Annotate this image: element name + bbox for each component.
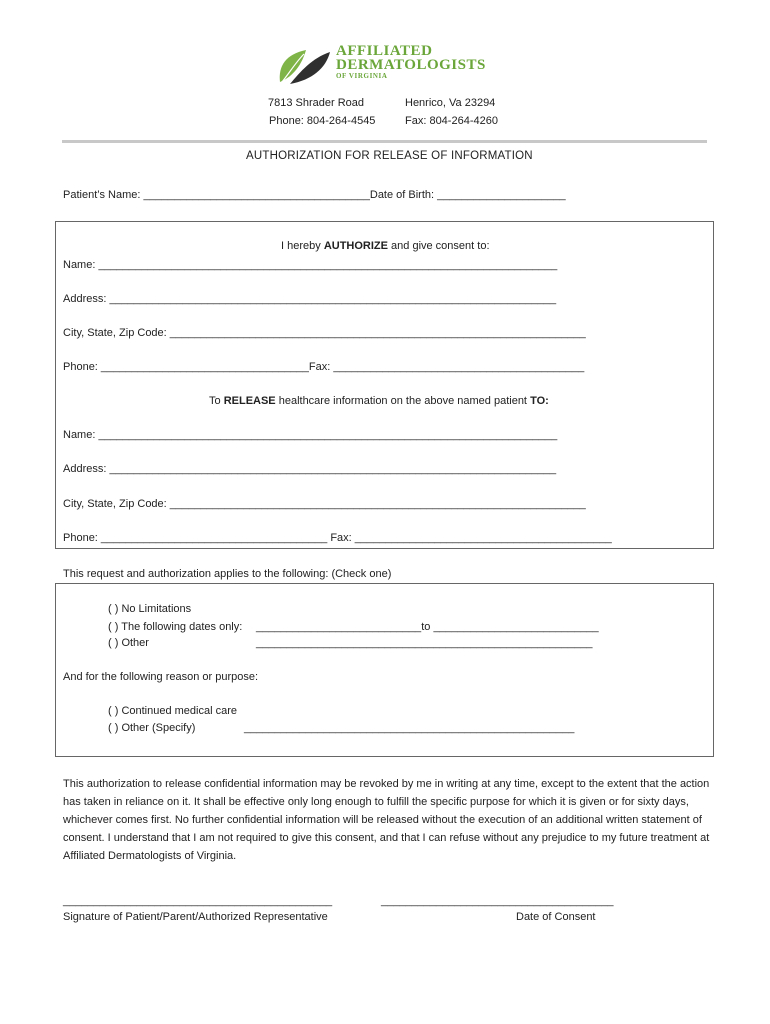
dates-to-field[interactable]: ___________________________	[433, 621, 599, 633]
address-phone: Phone: 804-264-4545	[269, 115, 376, 127]
patient-line	[63, 189, 566, 201]
release-bold: RELEASE	[223, 395, 276, 407]
option-other[interactable]: ( ) Other	[108, 637, 149, 649]
logo-line-1: AFFILIATED	[336, 43, 433, 59]
signature-field[interactable]: ____________________________________________	[63, 895, 333, 907]
authorize-city-field[interactable]: City, State, Zip Code: ____________________________________________________________________	[63, 327, 586, 339]
logo-line-3: OF VIRGINIA	[336, 72, 388, 80]
authorize-heading	[281, 240, 490, 252]
authorize-address-field[interactable]: Address: _________________________________________________________________________	[63, 293, 557, 305]
logo-line-2: DERMATOLOGISTS	[336, 57, 486, 73]
release-heading	[209, 395, 549, 407]
release-address-field[interactable]: Address: _________________________________________________________________________	[63, 463, 557, 475]
address-city: Henrico, Va 23294	[405, 97, 496, 109]
option-no-limitations[interactable]: ( ) No Limitations	[108, 603, 192, 615]
signature-label: Signature of Patient/Parent/Authorized Representative	[63, 911, 328, 923]
header-divider	[62, 140, 707, 143]
other-field[interactable]: _______________________________________________________	[256, 637, 593, 649]
dates-to-label: to	[421, 621, 431, 633]
authorization-statement: This authorization to release confidential information may be revoked by me in writing at any time, except to the extent that the action has taken in reliance on it. It shall be effective only long enough to fulfill the specific purpose for which it is given or for sixty days, whichever comes first. No further confidential information will be released without the execution of an additional written statement of consent. I understand that I am not required to give this consent, and that I can refuse without any prejudice to my future treatment at Affiliated Dermatologists of Virginia.	[63, 778, 710, 862]
authorize-bold: AUTHORIZE	[323, 240, 388, 252]
release-name-field[interactable]: Name: ___________________________________________________________________________	[63, 429, 558, 441]
reason-continued-care[interactable]: ( ) Continued medical care	[108, 705, 238, 717]
dob-label: Date of Birth:	[369, 189, 435, 201]
release-prefix: To	[209, 395, 224, 407]
dates-from-field[interactable]: ___________________________	[256, 621, 422, 633]
date-of-consent-label: Date of Consent	[516, 911, 596, 923]
reason-other-field[interactable]: ______________________________________________________	[244, 722, 575, 734]
authorize-phone-fax-field[interactable]: Phone: __________________________________Fax: _________________________________________	[63, 361, 585, 373]
date-of-consent-field[interactable]: ______________________________________	[381, 895, 614, 907]
leaf-icon	[276, 46, 334, 86]
reason-label: And for the following reason or purpose:	[63, 671, 259, 683]
address-street: 7813 Shrader Road	[268, 97, 365, 109]
address-fax: Fax: 804-264-4260	[405, 115, 498, 127]
applies-line: This request and authorization applies to the following: (Check one)	[63, 568, 392, 580]
option-dates-only[interactable]: ( ) The following dates only:	[108, 621, 243, 633]
logo-text	[336, 44, 486, 81]
patient-name-label: Patient’s Name:	[63, 189, 141, 201]
dates-range	[256, 621, 599, 633]
authorize-suffix: and give consent to:	[387, 240, 490, 252]
company-logo	[276, 44, 506, 90]
release-to-bold: TO:	[530, 395, 549, 407]
release-middle: healthcare information on the above named patient	[275, 395, 531, 407]
authorize-prefix: I hereby	[281, 240, 324, 252]
form-title: AUTHORIZATION FOR RELEASE OF INFORMATION	[246, 150, 533, 162]
dob-field[interactable]: _____________________	[437, 189, 566, 201]
authorize-name-field[interactable]: Name: ___________________________________________________________________________	[63, 259, 558, 271]
release-city-field[interactable]: City, State, Zip Code: ____________________________________________________________________	[63, 498, 586, 510]
patient-name-field[interactable]: _____________________________________	[143, 189, 370, 201]
reason-other-specify[interactable]: ( ) Other (Specify)	[108, 722, 196, 734]
release-phone-fax-field[interactable]: Phone: _____________________________________ Fax: __________________________________________	[63, 532, 612, 544]
